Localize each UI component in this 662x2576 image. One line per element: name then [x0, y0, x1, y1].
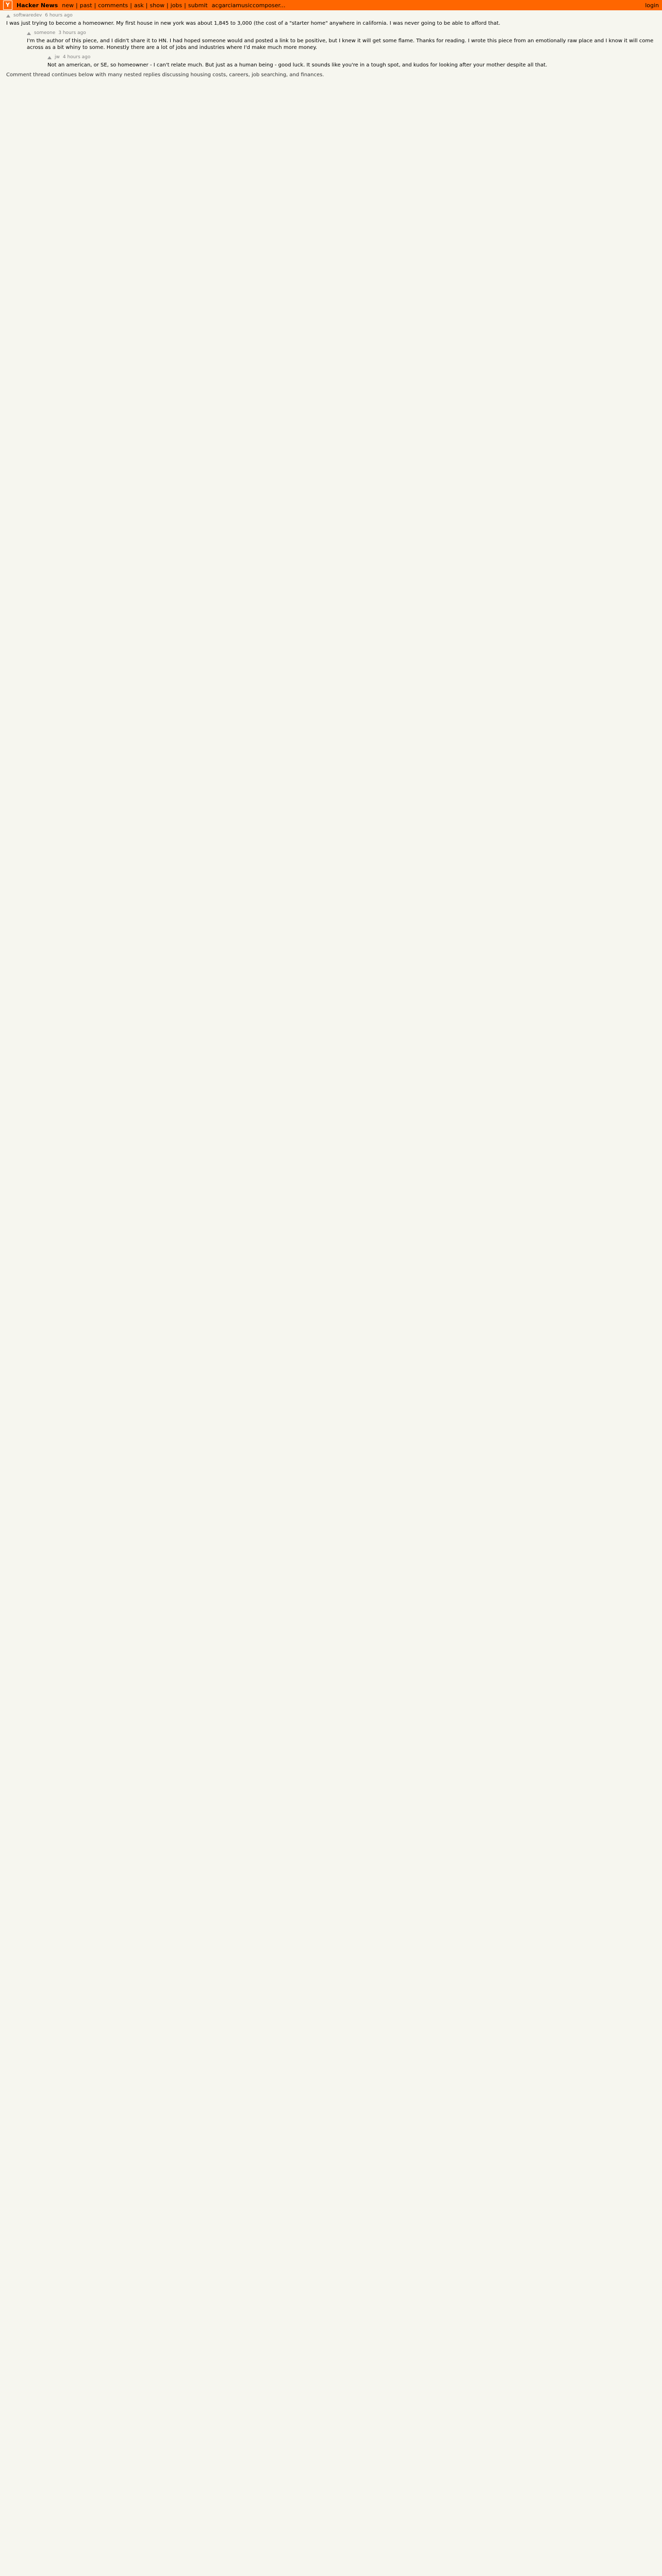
comment-meta: [27, 30, 656, 37]
upvote-icon[interactable]: [6, 14, 10, 18]
logo[interactable]: Y: [3, 1, 12, 10]
upvote-icon[interactable]: [47, 56, 52, 59]
upvote-icon[interactable]: [27, 32, 31, 35]
comment: [47, 54, 656, 69]
nav-ask[interactable]: ask: [134, 2, 144, 9]
top-bar: [0, 0, 662, 10]
comment-meta: [47, 54, 656, 61]
filler-text: Comment thread continues below with many nested replies discussing housing costs, careers, job searching, and finances.: [6, 72, 324, 78]
comment-time[interactable]: 4 hours ago: [62, 55, 91, 60]
comment-text: I was just trying to become a homeowner. My first house in new york was about 1,845 to 3,000 (the cost of a "starter home" anywhere in california. I was never going to be able to afford that.: [6, 21, 501, 26]
nav-comments[interactable]: comments: [98, 2, 128, 9]
comment-meta: [6, 12, 656, 19]
comment-time[interactable]: 6 hours ago: [45, 13, 73, 18]
comment-user[interactable]: someone: [34, 30, 56, 36]
nav-new[interactable]: new: [62, 2, 74, 9]
comment-text: Not an american, or SE, so homeowner - I can't relate much. But just as a human being - good luck. It sounds like you're in a tough spot, and kudos for looking after your mother despite all that.: [47, 62, 548, 68]
login-link[interactable]: login: [645, 2, 659, 9]
comment: [27, 30, 656, 51]
comment: [6, 12, 656, 27]
comment-user[interactable]: softwaredev: [13, 13, 42, 18]
site-name[interactable]: Hacker News: [16, 2, 58, 9]
comment-time[interactable]: 3 hours ago: [58, 30, 86, 36]
nav-show[interactable]: show: [150, 2, 164, 9]
nav-jobs[interactable]: jobs: [170, 2, 183, 9]
current-user[interactable]: acgarciamusiccomposer...: [211, 2, 286, 9]
comment-text: I'm the author of this piece, and I didn't share it to HN. I had hoped someone would and posted a link to be positive, but I knew it will get some flame. Thanks for reading. I wrote this piece from an emotionally raw place and I know it will come across as a bit whiny to some. Honestly there are a lot of jobs and industries where I'd make much more money.: [27, 38, 654, 50]
comment-list: [0, 10, 662, 2576]
nav-submit[interactable]: submit: [188, 2, 208, 9]
comment-user[interactable]: jw: [55, 55, 60, 60]
nav-bar: new | past | comments | ask | show | jobs | submit: [62, 2, 208, 9]
nav-past[interactable]: past: [79, 2, 92, 9]
